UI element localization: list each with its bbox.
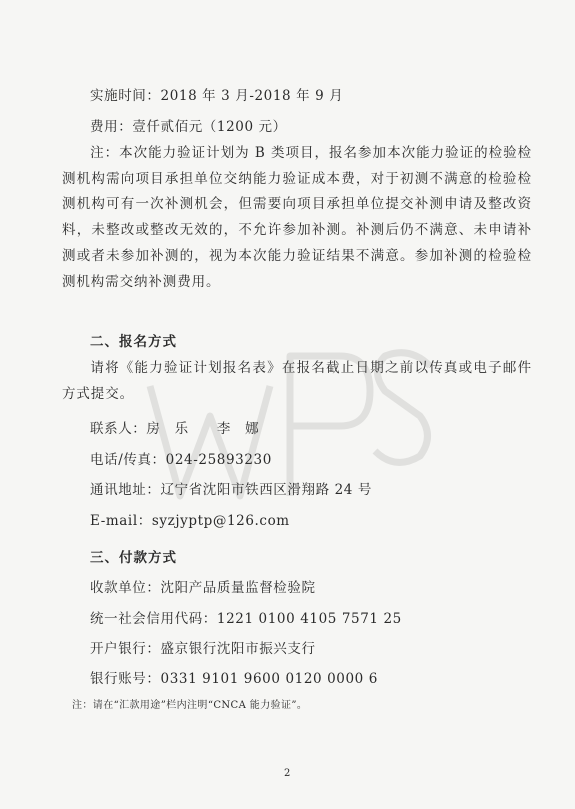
credit-code-label: 统一社会信用代码： xyxy=(90,611,217,627)
payment-heading: 三、付款方式 xyxy=(90,550,177,566)
note-paragraph xyxy=(62,141,532,295)
address-value: 辽宁省沈阳市铁西区滑翔路 24 号 xyxy=(160,482,372,498)
address-label: 通讯地址： xyxy=(90,482,161,498)
credit-code-value: 1221 0100 4105 7571 25 xyxy=(216,611,402,627)
email-label: E-mail： xyxy=(90,513,152,529)
account-label: 银行账号： xyxy=(90,671,161,687)
registration-instruction-text: 请将《能力验证计划报名表》在报名截止日期之前以传真或电子邮件方式提交。 xyxy=(62,360,532,402)
implementation-time-label: 实施时间： xyxy=(90,88,161,104)
implementation-time-value: 2018 年 3 月-2018 年 9 月 xyxy=(160,88,344,104)
bank-label: 开户银行： xyxy=(90,641,161,657)
fee-value: 壹仟贰佰元（1200 元） xyxy=(132,119,287,135)
phone-line xyxy=(90,452,272,469)
email-value[interactable]: syzjyptp@126.com xyxy=(151,513,290,529)
registration-heading: 二、报名方式 xyxy=(90,334,177,350)
credit-code-line xyxy=(90,611,402,628)
note-paragraph-text: 注：本次能力验证计划为 B 类项目，报名参加本次能力验证的检验检测机构需向项目承担单位交纳能力验证成本费，对于初测不满意的检验检测机构可有一次补测机会，但需要向项目承担单位提交补测申请及整改资料，未整改或整改无效的，不允许参加补测。补测后仍不满意、未申请补测或者未参加补测的，视为本次能力验证结果不满意。参加补测的检验检测机构需交纳补测费用。 xyxy=(62,145,532,290)
account-value: 0331 9101 9600 0120 0000 6 xyxy=(160,671,378,687)
account-line xyxy=(90,671,378,688)
email-line xyxy=(90,513,290,530)
payee-value: 沈阳产品质量监督检验院 xyxy=(160,580,316,596)
payment-footnote: 注：请在“汇款用途”栏内注明“CNCA 能力验证”。 xyxy=(72,700,308,711)
contact-value: 房 乐 李 娜 xyxy=(146,421,260,437)
contact-label: 联系人： xyxy=(90,421,147,437)
contact-line xyxy=(90,421,259,438)
bank-line xyxy=(90,641,316,658)
bank-value: 盛京银行沈阳市振兴支行 xyxy=(160,641,316,657)
phone-value: 024-25893230 xyxy=(165,452,272,468)
payee-line xyxy=(90,580,316,597)
page-number: 2 xyxy=(284,768,291,779)
payee-label: 收款单位： xyxy=(90,580,161,596)
phone-label: 电话/传真： xyxy=(90,452,166,468)
registration-instruction xyxy=(62,356,532,407)
fee-line xyxy=(90,119,287,136)
implementation-time-line xyxy=(90,88,343,105)
address-line xyxy=(90,482,372,499)
fee-label: 费用： xyxy=(90,119,133,135)
